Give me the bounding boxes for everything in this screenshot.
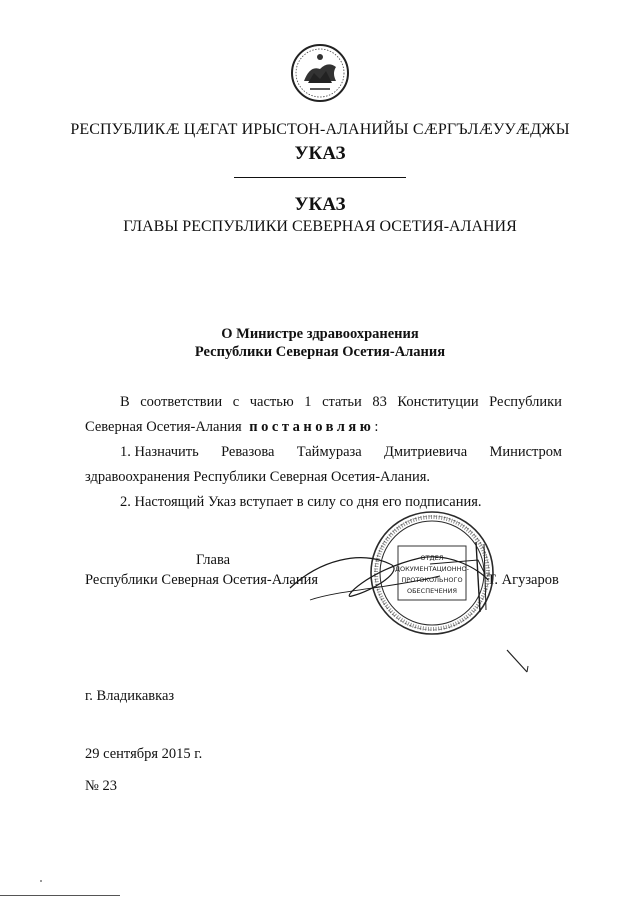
preamble-word: с: [232, 394, 240, 410]
footer-rule: [0, 895, 120, 896]
item-1-word: Ревазова: [221, 444, 275, 460]
scan-speck: [40, 880, 42, 882]
ukaz-ossetic-heading: УКАЗ: [294, 143, 346, 164]
stamp-inner-text: ОТДЕЛ: [420, 554, 444, 562]
item-1-word: 1. Назначить: [120, 444, 199, 460]
stamp-inner-text: ОБЕСПЕЧЕНИЯ: [406, 587, 458, 595]
handwritten-signature: [280, 540, 500, 620]
item-1-word: Таймураза: [296, 444, 362, 460]
stamp-inner-text: ДОКУМЕНТАЦИОННО-: [394, 565, 470, 573]
subject-line-1: О Министре здравоохранения: [221, 326, 419, 342]
preamble-word: Конституции: [397, 394, 479, 410]
decree-number: № 23: [85, 778, 117, 794]
postanovlyayu-word: постановляю: [249, 419, 375, 435]
preamble-word: частью: [249, 394, 294, 410]
preamble-line-2-text: Северная Осетия-Алания: [85, 419, 242, 435]
preamble-word: Республики: [489, 394, 562, 410]
item-1-line-1: [120, 444, 562, 461]
preamble-line-2: [85, 419, 378, 436]
item-1-word: Дмитриевича: [384, 444, 468, 460]
item-1-word: Министром: [489, 444, 562, 460]
preamble-word: соответствии: [140, 394, 223, 410]
signatory-title-line-1: Глава: [196, 552, 231, 568]
preamble-word: 1: [304, 394, 312, 410]
city: г. Владикавказ: [85, 688, 175, 704]
ukaz-russian-heading: УКАЗ: [294, 194, 346, 215]
preamble-word: В: [120, 394, 130, 410]
preamble-line-1: [120, 394, 562, 411]
header-divider: [234, 177, 406, 178]
coat-of-arms-emblem: [290, 43, 350, 103]
item-1-line-2: здравоохранения Республики Северная Осетия-Алания.: [85, 469, 431, 485]
preamble-word: 83: [372, 394, 387, 410]
header-russian-title: ГЛАВЫ РЕСПУБЛИКИ СЕВЕРНАЯ ОСЕТИЯ-АЛАНИЯ: [123, 218, 517, 235]
preamble-word: статьи: [322, 394, 362, 410]
pen-tick-mark: [505, 648, 531, 674]
colon: :: [374, 419, 379, 435]
subject-line-2: Республики Северная Осетия-Алания: [194, 344, 446, 360]
header-ossetic-title: РЕСПУБЛИКӔ ЦӔГАТ ИРЫСТОН-АЛАНИЙЫ СӔРГЪЛӔУУӔДЖЫ: [70, 121, 570, 138]
date: 29 сентября 2015 г.: [85, 746, 203, 762]
signatory-title-line-2: Республики Северная Осетия-Алания: [85, 572, 319, 588]
item-2-text: 2. Настоящий Указ вступает в силу со дня его подписания.: [120, 494, 482, 510]
signatory-name: Т. Агузаров: [487, 572, 559, 588]
stamp-inner-text: ПРОТОКОЛЬНОГО: [401, 576, 463, 584]
